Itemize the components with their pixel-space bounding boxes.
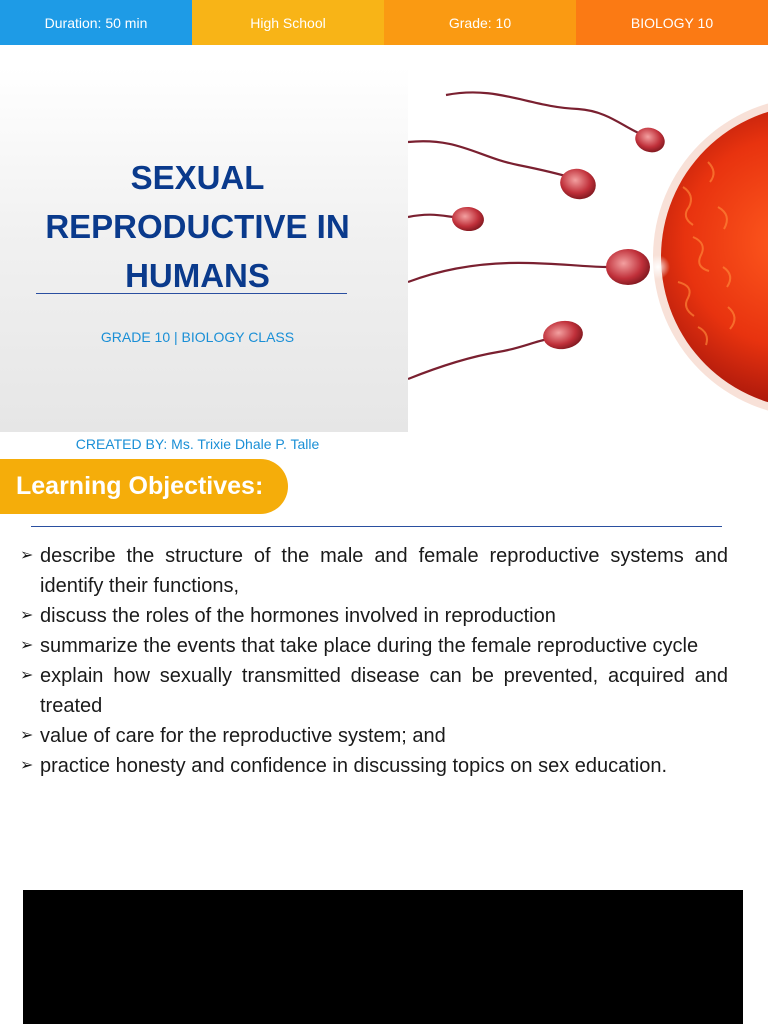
arrow-bullet-icon: ➢ — [20, 607, 34, 624]
embedded-media-placeholder — [23, 890, 743, 1024]
duration-badge: Duration: 50 min — [0, 0, 192, 45]
objectives-divider — [31, 526, 722, 527]
arrow-bullet-icon: ➢ — [20, 757, 34, 774]
hero-image — [408, 67, 768, 432]
level-badge: High School — [192, 0, 384, 45]
sperm-cell — [408, 318, 585, 379]
sperm-cell — [408, 249, 650, 285]
objective-item: ➢ practice honesty and confidence in discussing topics on sex education. — [20, 751, 728, 781]
creator-name: CREATED BY: Ms. Trixie Dhale P. Talle — [75, 436, 320, 452]
page-title: SEXUAL REPRODUCTIVE IN HUMANS — [45, 159, 350, 294]
title-panel — [0, 67, 408, 452]
sperm-and-egg-illustration — [408, 67, 768, 432]
objective-item: ➢ discuss the roles of the hormones involved in reproduction — [20, 601, 728, 631]
sperm-cell — [446, 92, 668, 156]
subject-badge: BIOLOGY 10 — [576, 0, 768, 45]
sperm-cell — [408, 206, 485, 233]
class-subtitle: GRADE 10 | BIOLOGY CLASS — [100, 329, 295, 345]
learning-objectives-heading: Learning Objectives: — [0, 459, 288, 514]
arrow-bullet-icon: ➢ — [20, 547, 34, 564]
title-divider — [36, 293, 347, 294]
objective-item: ➢ explain how sexually transmitted disease can be prevented, acquired and treated — [20, 661, 728, 721]
sperm-cell — [408, 141, 599, 203]
arrow-bullet-icon: ➢ — [20, 667, 34, 684]
objective-item: ➢ describe the structure of the male and female reproductive systems and identify their functions, — [20, 541, 728, 601]
egg-cell — [646, 97, 768, 417]
grade-badge: Grade: 10 — [384, 0, 576, 45]
objective-item: ➢ value of care for the reproductive system; and — [20, 721, 728, 751]
objectives-list — [20, 541, 728, 781]
arrow-bullet-icon: ➢ — [20, 727, 34, 744]
objective-item: ➢ summarize the events that take place during the female reproductive cycle — [20, 631, 728, 661]
arrow-bullet-icon: ➢ — [20, 637, 34, 654]
header-bar — [0, 0, 768, 45]
